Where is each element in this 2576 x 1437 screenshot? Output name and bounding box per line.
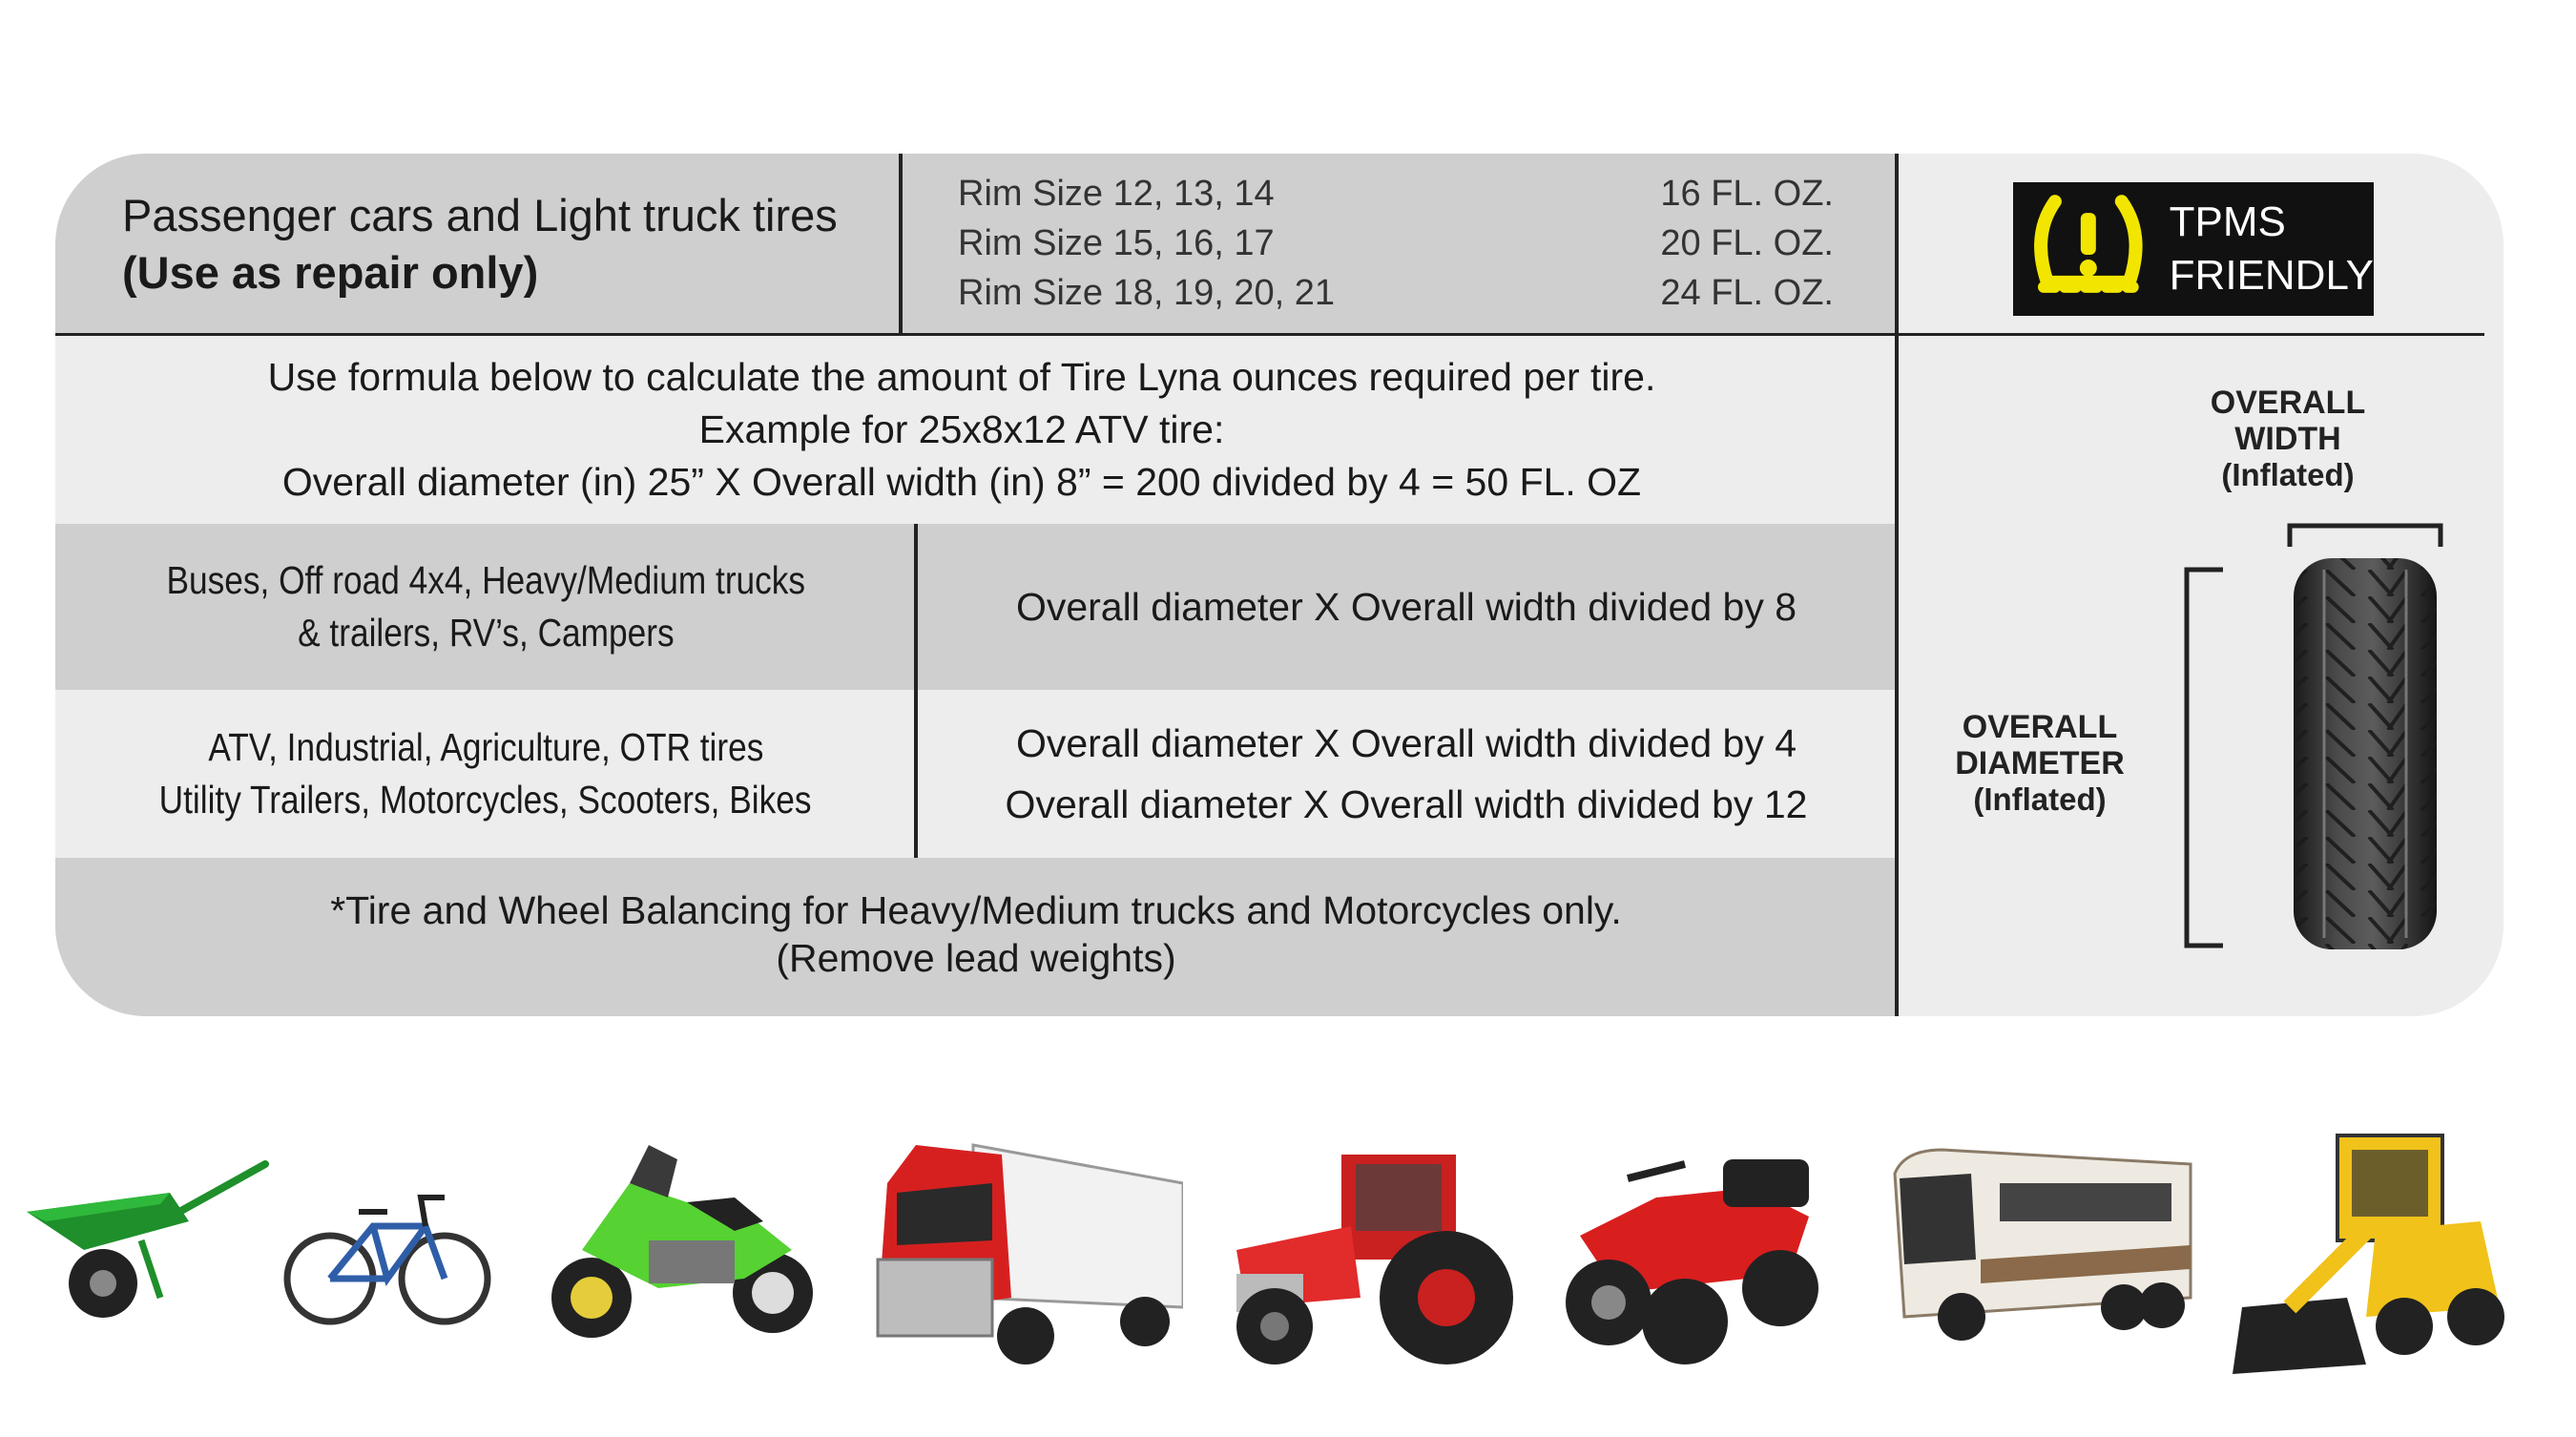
category-line: ATV, Industrial, Agriculture, OTR tires [207,725,764,769]
formula-line2: Example for 25x8x12 ATV tire: [698,406,1225,451]
tpms-line2: FRIENDLY [2169,252,2374,299]
passenger-cell [55,154,903,335]
rim-row [958,268,1834,318]
info-card [55,154,2503,1016]
category-line: & trailers, RV’s, Campers [297,611,675,655]
tpms-warning-icon [2026,192,2150,306]
passenger-note: (Use as repair only) [122,247,539,298]
divider [1895,154,1899,1016]
atv-icon [1561,1131,1818,1369]
divider [55,333,2484,336]
tpms-badge [2013,182,2374,316]
motorcycle-icon [544,1145,821,1345]
rv-icon [1885,1135,2200,1355]
rim-size-label: Rim Size 12, 13, 14 [958,174,1275,214]
tpms-text [2170,196,2374,302]
formula-line3: Overall diameter (in) 25” X Overall width (in) 8” = 200 divided by 4 = 50 FL. OZ [281,459,1642,504]
rim-row [958,219,1834,268]
tpms-line1: TPMS [2169,198,2286,245]
formula-cell-heavy [916,524,1897,690]
tire-icon [2294,558,2437,949]
tire-diagram [2173,516,2460,993]
footer-cell [55,858,1897,1016]
vehicle-strip [0,1107,2576,1393]
formula-divisor-4: Overall diameter X Overall width divided by 4 [1015,721,1797,765]
category-line: Buses, Off road 4x4, Heavy/Medium trucks [166,558,805,602]
rim-size-amount: 20 FL. OZ. [1660,223,1834,263]
rim-size-label: Rim Size 15, 16, 17 [958,223,1275,263]
rim-row [958,169,1834,219]
category-cell-atv [55,690,916,858]
category-cell-heavy [55,524,916,690]
footer-line1: *Tire and Wheel Balancing for Heavy/Medium trucks and Motorcycles only. [330,888,1622,932]
passenger-title: Passenger cars and Light truck tires [122,190,838,240]
skid-steer-loader-icon [2233,1116,2519,1374]
footer-line2: (Remove lead weights) [776,936,1176,980]
bicycle-icon [282,1174,492,1336]
overall-width-label: OVERALL WIDTH (Inflated) [2210,385,2366,492]
wheelbarrow-icon [27,1155,275,1326]
rim-size-cell [903,154,1897,335]
rim-size-amount: 16 FL. OZ. [1660,174,1834,214]
formula-line1: Use formula below to calculate the amount of Tire Lyna ounces required per tire. [267,354,1656,399]
formula-cell [55,335,1897,524]
category-line: Utility Trailers, Motorcycles, Scooters, Bikes [159,778,812,822]
rim-size-amount: 24 FL. OZ. [1660,273,1834,313]
formula-divisor-12: Overall diameter X Overall width divided by 12 [1005,782,1808,826]
divider [899,154,903,335]
tractor-icon [1217,1135,1523,1374]
overall-diameter-label: OVERALL DIAMETER (Inflated) [1955,709,2125,817]
semi-truck-icon [859,1126,1183,1374]
formula-divisor-8: Overall diameter X Overall width divided by 8 [1015,584,1797,629]
rim-size-label: Rim Size 18, 19, 20, 21 [958,273,1335,313]
divider [914,524,918,858]
formula-cell-atv [916,690,1897,858]
